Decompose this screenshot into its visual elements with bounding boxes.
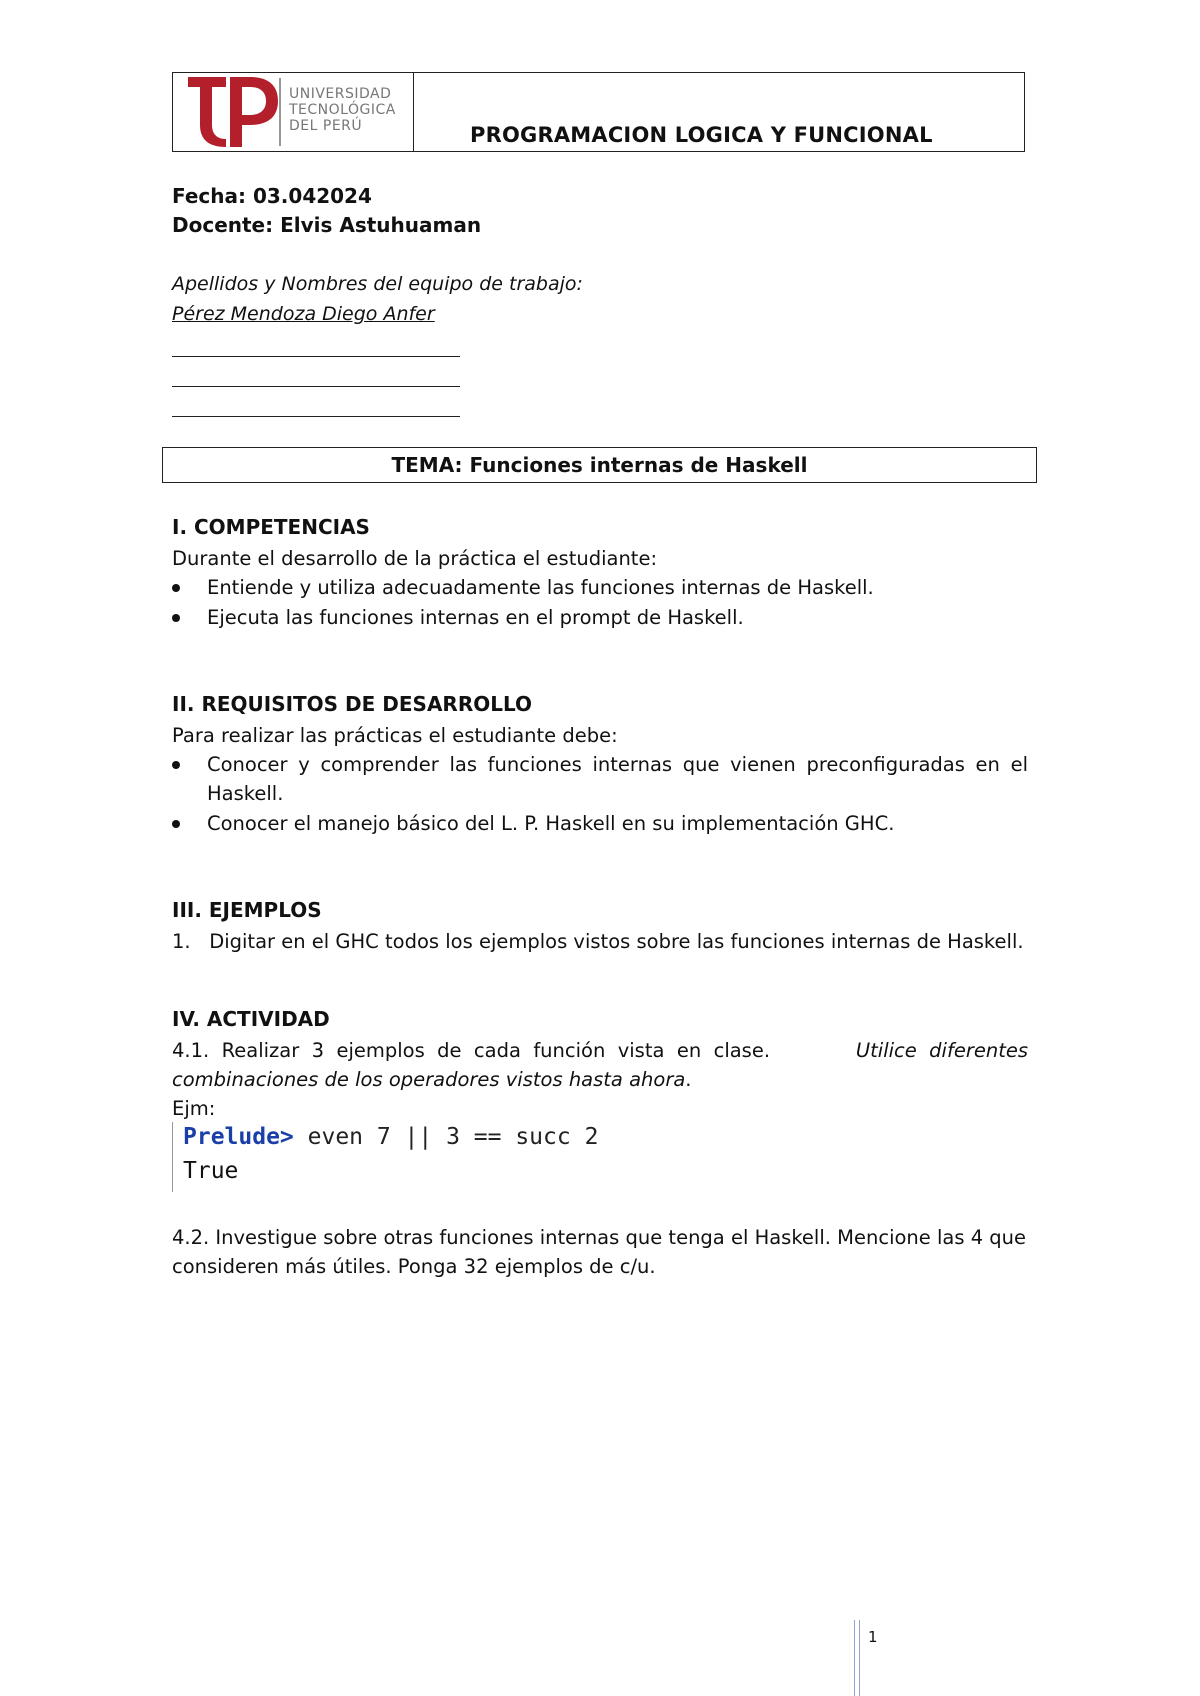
team-blank-line-1 [172,356,460,357]
tema-box: TEMA: Funciones internas de Haskell [162,447,1037,483]
code-line-input [183,1124,598,1150]
logo-text-line-1: UNIVERSIDAD [289,86,392,102]
logo-text-line-3: DEL PERÚ [289,118,363,134]
list-item [172,603,1028,632]
actividad-p1-italic-b: combinaciones de los operadores vistos hasta ahora [172,1068,686,1091]
team-label: Apellidos y Nombres del equipo de trabajo: [172,273,583,295]
list-item [172,573,1028,602]
actividad-paragraph-1 [172,1036,1028,1094]
ejemplos-heading: III. EJEMPLOS [172,898,322,922]
actividad-p2-line-2: consideren más útiles. Ponga 32 ejemplos de c/u. [172,1255,656,1278]
team-member: Pérez Mendoza Diego Anfer [172,303,435,325]
code-expression: even 7 || 3 == succ 2 [293,1124,599,1150]
university-logo [186,75,282,153]
list-item [172,809,1028,838]
actividad-heading: IV. ACTIVIDAD [172,1007,330,1031]
bullet-icon [172,584,180,592]
logo-text-line-2: TECNOLÓGICA [289,102,396,118]
fecha-field: Fecha: 03.042024 [172,184,372,208]
course-title: PROGRAMACION LOGICA Y FUNCIONAL [470,123,933,147]
bullet-icon [172,761,180,769]
logo-text [289,86,396,134]
list-item-text: Conocer y comprender las funciones internas que vienen preconfiguradas en el Haskell. [207,753,1028,805]
code-line-result: True [183,1158,239,1184]
competencias-intro: Durante el desarrollo de la práctica el estudiante: [172,547,658,570]
bullet-icon [172,614,180,622]
code-prompt: Prelude> [183,1124,294,1150]
requisitos-intro: Para realizar las prácticas el estudiante debe: [172,724,618,747]
page-number: 1 [868,1628,878,1646]
list-item-text: Ejecuta las funciones internas en el prompt de Haskell. [207,606,744,629]
list-item [172,750,1028,808]
requisitos-heading: II. REQUISITOS DE DESARROLLO [172,692,532,716]
actividad-p1-italic-a: Utilice diferentes [855,1039,1028,1062]
actividad-p1-normal: 4.1. Realizar 3 ejemplos de cada función vista en clase. [172,1039,783,1062]
ejm-label: Ejm: [172,1097,216,1120]
bullet-icon [172,820,180,828]
team-blank-line-3 [172,416,460,417]
competencias-heading: I. COMPETENCIAS [172,515,370,539]
team-blank-line-2 [172,386,460,387]
actividad-p1-end: . [685,1068,692,1091]
list-item-text: Entiende y utiliza adecuadamente las funciones internas de Haskell. [207,576,874,599]
ejemplos-item: 1. Digitar en el GHC todos los ejemplos vistos sobre las funciones internas de Haskell. [172,930,1024,953]
docente-field: Docente: Elvis Astuhuaman [172,213,482,237]
logo-divider [279,78,281,146]
list-item-text: Conocer el manejo básico del L. P. Haskell en su implementación GHC. [207,812,895,835]
actividad-p2-line-1: 4.2. Investigue sobre otras funciones internas que tenga el Haskell. Mencione las 4 que [172,1226,1027,1249]
page-number-rule [854,1620,860,1696]
code-example [172,1122,633,1192]
